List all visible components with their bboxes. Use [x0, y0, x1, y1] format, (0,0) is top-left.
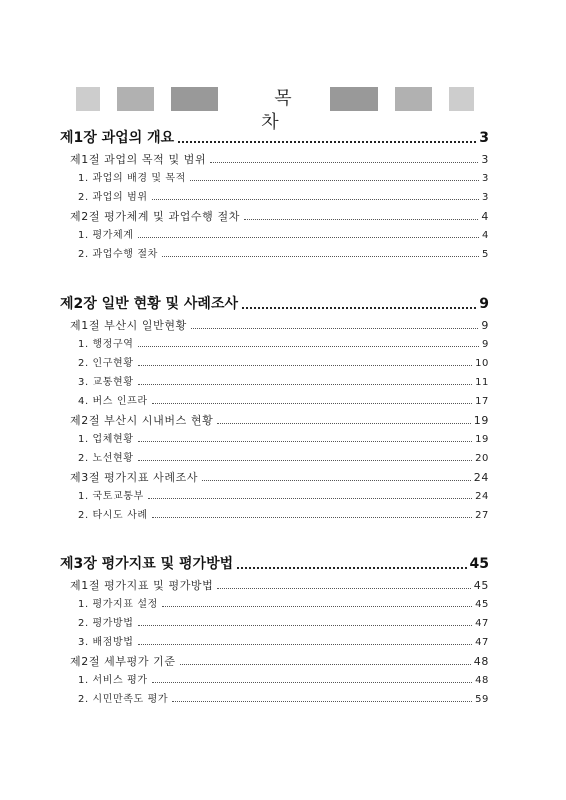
dot-leader — [138, 346, 479, 347]
item-entry[interactable] — [78, 490, 489, 503]
chapter-entry[interactable] — [60, 129, 489, 147]
section-entry[interactable] — [70, 210, 489, 224]
dot-leader — [217, 588, 470, 589]
item-entry[interactable] — [78, 693, 489, 706]
section-entry-label: 제2절 세부평가 기준 — [70, 655, 176, 668]
item-entry-label: 1. 국토교통부 — [78, 491, 144, 502]
item-entry-label: 3. 배점방법 — [78, 637, 134, 648]
section-entry-label: 제2절 부산시 시내버스 현황 — [70, 414, 214, 427]
item-entry-label: 4. 버스 인프라 — [78, 396, 148, 407]
item-entry-label: 3. 교통현황 — [78, 377, 134, 388]
item-entry-label: 1. 과업의 배경 및 목적 — [78, 173, 186, 184]
item-entry-label: 2. 과업의 범위 — [78, 192, 148, 203]
section-entry-page-number: 45 — [473, 579, 489, 592]
section-entry-page-number: 4 — [481, 210, 489, 223]
item-entry-page-number: 47 — [475, 637, 489, 648]
item-entry[interactable] — [78, 191, 489, 204]
section-entry-page-number: 9 — [481, 319, 489, 332]
item-entry-page-number: 17 — [475, 396, 489, 407]
item-entry-label: 1. 서비스 평가 — [78, 675, 148, 686]
item-entry[interactable] — [78, 674, 489, 687]
item-entry-page-number: 11 — [475, 377, 489, 388]
dot-leader — [202, 480, 471, 481]
item-entry-page-number: 20 — [475, 453, 489, 464]
dot-leader — [244, 219, 478, 220]
item-entry-label: 1. 평가체계 — [78, 230, 134, 241]
chapter-entry[interactable] — [60, 555, 489, 573]
item-entry[interactable] — [78, 452, 489, 465]
item-entry[interactable] — [78, 509, 489, 522]
item-entry-page-number: 47 — [475, 618, 489, 629]
chapter-entry-page-number: 45 — [469, 556, 489, 572]
header-block-3 — [171, 87, 218, 111]
section-entry[interactable] — [70, 414, 489, 428]
item-entry-label: 2. 시민만족도 평가 — [78, 694, 169, 705]
dot-leader — [152, 403, 472, 404]
header-block-4 — [330, 87, 378, 111]
dot-leader — [152, 517, 472, 518]
item-entry[interactable] — [78, 395, 489, 408]
item-entry-page-number: 48 — [475, 675, 489, 686]
item-entry-page-number: 10 — [475, 358, 489, 369]
dot-leader — [180, 664, 471, 665]
dot-leader — [138, 644, 473, 645]
section-entry-page-number: 19 — [473, 414, 489, 427]
item-entry-page-number: 24 — [475, 491, 489, 502]
item-entry-label: 2. 인구현황 — [78, 358, 134, 369]
dot-leader — [138, 384, 473, 385]
header-block-5 — [395, 87, 432, 111]
section-entry-page-number: 3 — [481, 153, 489, 166]
header-block-1 — [76, 87, 100, 111]
item-entry-page-number: 19 — [475, 434, 489, 445]
item-entry-page-number: 45 — [475, 599, 489, 610]
chapter-entry-label: 제3장 평가지표 및 평가방법 — [60, 556, 234, 572]
chapter-entry-label: 제1장 과업의 개요 — [60, 130, 175, 146]
item-entry-page-number: 4 — [482, 230, 489, 241]
dot-leader — [172, 701, 472, 702]
item-entry-label: 1. 업체현황 — [78, 434, 134, 445]
item-entry-label: 2. 타시도 사례 — [78, 510, 148, 521]
chapter-entry-label: 제2장 일반 현황 및 사례조사 — [60, 296, 239, 312]
item-entry-page-number: 5 — [482, 249, 489, 260]
section-entry-label: 제2절 평가체계 및 과업수행 절차 — [70, 210, 240, 223]
dot-leader — [162, 606, 472, 607]
toc-header — [0, 87, 566, 133]
section-entry-page-number: 24 — [473, 471, 489, 484]
dot-leader — [138, 460, 473, 461]
item-entry[interactable] — [78, 433, 489, 446]
item-entry[interactable] — [78, 338, 489, 351]
dot-leader — [138, 237, 479, 238]
item-entry-label: 1. 행정구역 — [78, 339, 134, 350]
chapter-entry[interactable] — [60, 295, 489, 313]
section-entry-label: 제3절 평가지표 사례조사 — [70, 471, 199, 484]
item-entry[interactable] — [78, 376, 489, 389]
dot-leader — [152, 199, 479, 200]
section-entry[interactable] — [70, 655, 489, 669]
section-entry[interactable] — [70, 153, 489, 167]
item-entry-page-number: 27 — [475, 510, 489, 521]
dot-leader — [191, 328, 479, 329]
section-entry-label: 제1절 부산시 일반현황 — [70, 319, 187, 332]
section-entry-label: 제1절 평가지표 및 평가방법 — [70, 579, 214, 592]
dot-leader — [210, 162, 478, 163]
dot-leader — [217, 423, 470, 424]
dot-leader — [237, 567, 466, 569]
chapter-entry-page-number: 9 — [479, 296, 489, 312]
dot-leader — [148, 498, 472, 499]
item-entry-page-number: 59 — [475, 694, 489, 705]
section-entry-label: 제1절 과업의 목적 및 범위 — [70, 153, 207, 166]
section-entry[interactable] — [70, 471, 489, 485]
dot-leader — [242, 307, 476, 309]
dot-leader — [138, 441, 473, 442]
header-block-6 — [449, 87, 474, 111]
item-entry-label: 2. 과업수행 절차 — [78, 249, 158, 260]
dot-leader — [138, 365, 473, 366]
item-entry-page-number: 9 — [482, 339, 489, 350]
section-entry-page-number: 48 — [473, 655, 489, 668]
item-entry-page-number: 3 — [482, 192, 489, 203]
item-entry[interactable] — [78, 229, 489, 242]
item-entry[interactable] — [78, 636, 489, 649]
page-title: 목 차 — [261, 88, 318, 133]
item-entry-label: 1. 평가지표 설정 — [78, 599, 158, 610]
dot-leader — [178, 141, 476, 143]
dot-leader — [138, 625, 473, 626]
item-entry[interactable] — [78, 248, 489, 261]
item-entry[interactable] — [78, 357, 489, 370]
dot-leader — [152, 682, 472, 683]
item-entry-page-number: 3 — [482, 173, 489, 184]
item-entry-label: 2. 평가방법 — [78, 618, 134, 629]
section-entry[interactable] — [70, 579, 489, 593]
dot-leader — [190, 180, 479, 181]
item-entry-label: 2. 노선현황 — [78, 453, 134, 464]
header-block-2 — [117, 87, 154, 111]
chapter-entry-page-number: 3 — [479, 130, 489, 146]
item-entry[interactable] — [78, 172, 489, 185]
item-entry[interactable] — [78, 617, 489, 630]
section-entry[interactable] — [70, 319, 489, 333]
dot-leader — [162, 256, 479, 257]
item-entry[interactable] — [78, 598, 489, 611]
